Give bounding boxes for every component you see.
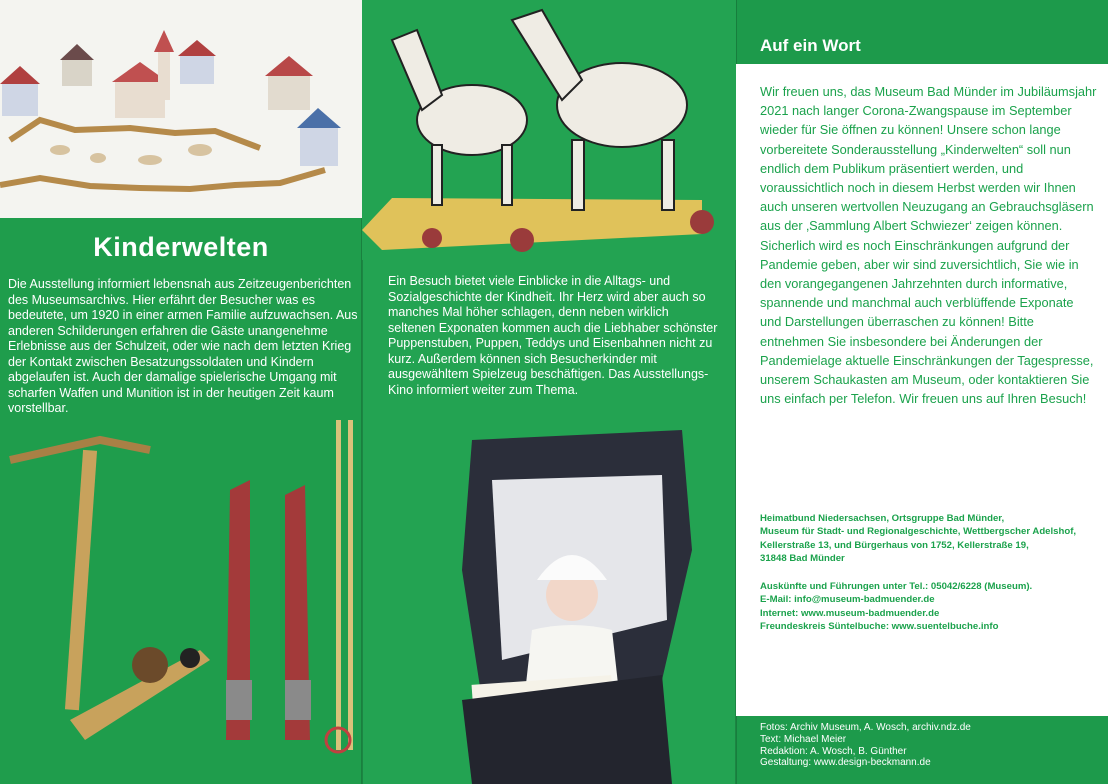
page-title: Kinderwelten xyxy=(93,232,269,262)
welcome-text: Wir freuen uns, das Museum Bad Münder im Jubiläumsjahr 2021 nach langer Corona-Zwangspause im September wieder für Sie öffnen zu können! Unsere schon lange vorbereitete Sonderausstellung „Kinderwelten“ soll nun endlich dem Publikum präsentiert werden, und voraussichtlich noch in diesem Herbst werden wir Ihnen auch unseren wertvollen Neuzugang an Gebrauchsgläsern aus der ‚Sammlung Albert Schwiezer‘ zeigen können. Sicherlich wird es noch Einschränkungen aufgrund der Pandemie geben, aber wir sind zuversichtlich, Sie wie in den vorangegangenen Jahrzehnten durch informative, spannende und manchmal auch verblüffende Exponate und Darstellungen überraschen zu können! Bitte entnehmen Sie insbesondere bei Änderungen der Pandemielage aktuelle Einschränkungen der Tagespresse, unserem Schaukasten am Museum, oder kontaktieren Sie uns einfach per Telefon. Wir freuen uns auf Ihren Besuch! xyxy=(760,84,1097,407)
credit-line: Redaktion: A. Wosch, B. Günther xyxy=(760,745,907,757)
address-block xyxy=(760,512,1100,566)
toy-village-photo xyxy=(0,0,362,218)
pram-doll-photo xyxy=(362,420,736,784)
address-line: 31848 Bad Münder xyxy=(760,553,845,565)
contact-block xyxy=(760,580,1100,634)
address-line: Heimatbund Niedersachsen, Ortsgruppe Bad Münder, xyxy=(760,513,1005,524)
credit-line: Gestaltung: www.design-beckmann.de xyxy=(760,757,931,769)
scooter-skis-photo xyxy=(0,420,362,784)
credit-line: Text: Michael Meier xyxy=(760,733,847,745)
credits-block xyxy=(760,722,971,769)
credit-line: Fotos: Archiv Museum, A. Wosch, archiv.ndz.de xyxy=(760,722,971,733)
visit-text: Ein Besuch bietet viele Einblicke in die Alltags- und Sozialgeschichte der Kindheit. Ihr Herz wird aber auch so manches Mal höher schlagen, denn neben wirklich seltenen Exponaten kommen auch die Liebhaber schönster Puppenstuben, Puppen, Teddys und Eisenbahnen nicht zu kurz. Außerdem können sich Besucherkinder mit ausgewähltem Spielzeug beschäftigen. Das Ausstellungs-Kino informiert weiter zum Thema. xyxy=(388,274,718,397)
friends-website-line: Freundeskreis Süntelbuche: www.suentelbuche.info xyxy=(760,621,999,633)
intro-text: Die Ausstellung informiert lebensnah aus Zeitzeugenberichten des Museumsarchivs. Hier erfährt der Besucher was es bedeutete, um 1920 in einer armen Familie aufzuwachsen. Aus anderen Schilderungen erfahren die Gäste unangenehme Erlebnisse aus der Schulzeit, oder wie nach dem letzten Krieg der Kontakt zwischen Besatzungssoldaten und Kindern abgelaufen ist. Auch der damalige spielerische Umgang mit scharfen Waffen und Munition ist in der heutigen Zeit kaum vorstellbar. xyxy=(8,277,358,415)
section-header: Auf ein Wort xyxy=(760,36,861,55)
phone-line: Auskünfte und Führungen unter Tel.: 05042/6228 (Museum). xyxy=(760,581,1033,592)
address-line: Kellerstraße 13, und Bürgerhaus von 1752, Kellerstraße 19, xyxy=(760,539,1029,551)
website-line: Internet: www.museum-badmuender.de xyxy=(760,607,940,619)
toy-horses-photo xyxy=(362,0,736,260)
email-line: E-Mail: info@museum-badmuender.de xyxy=(760,594,935,606)
address-line: Museum für Stadt- und Regionalgeschichte, Wettbergscher Adelshof, xyxy=(760,526,1077,538)
